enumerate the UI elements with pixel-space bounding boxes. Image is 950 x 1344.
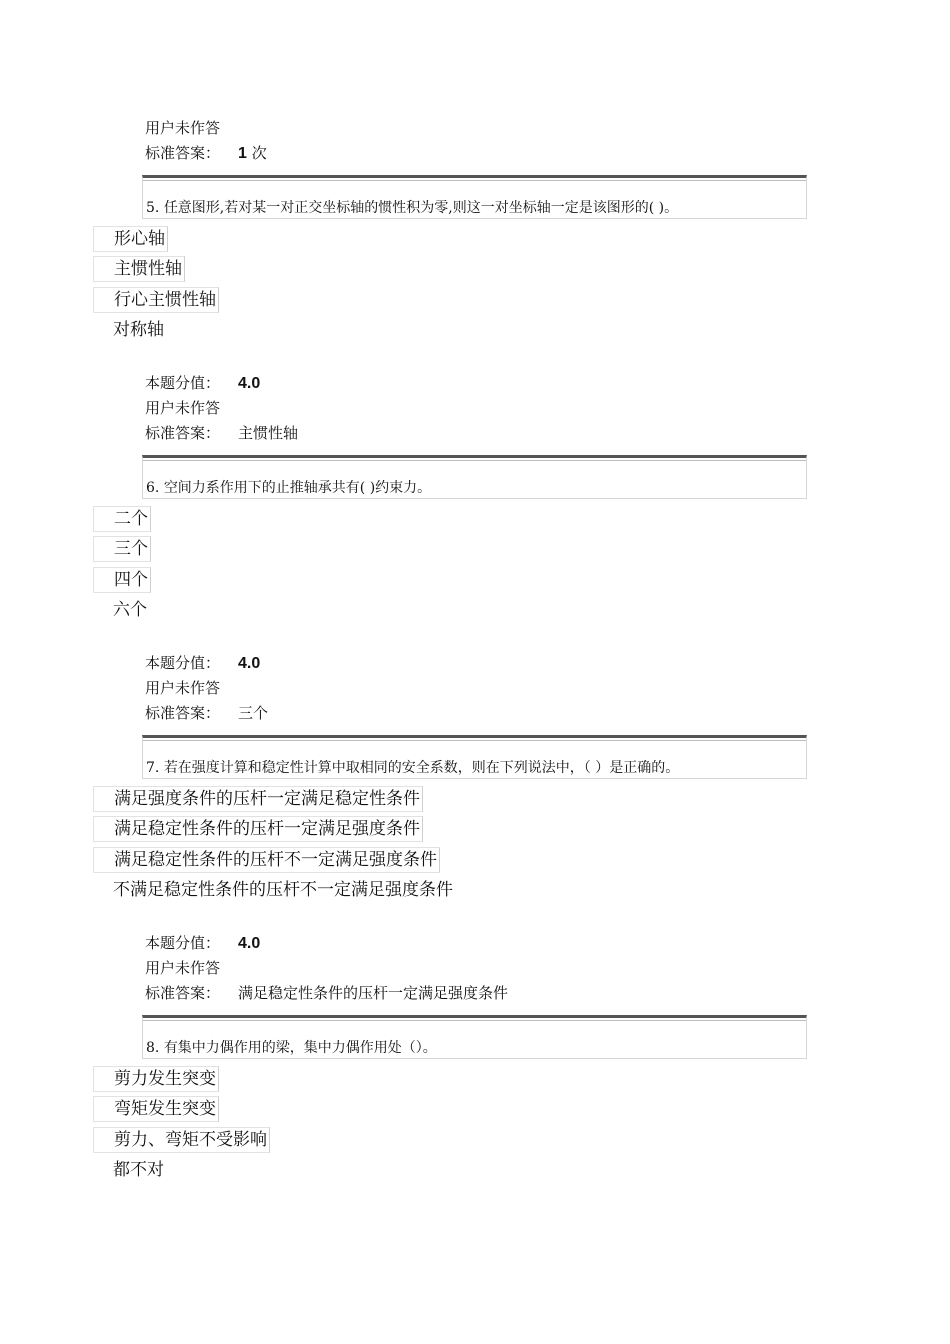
question-8-header [142,1015,807,1059]
question-5-text: 5. 任意图形,若对某一对正交坐标轴的惯性积为零,则这一对坐标轴一定是该图形的( )。 [146,200,679,216]
question-7-option-4[interactable]: 不满足稳定性条件的压杆不一定满足强度条件 [113,880,453,900]
question-5-score: 本题分值： 4.0 [145,374,261,392]
q4-standard-answer [145,143,267,164]
question-6-option-4[interactable]: 六个 [113,600,147,620]
question-7-text: 7. 若在强度计算和稳定性计算中取相同的安全系数，则在下列说法中，（ ）是正确的。 [146,760,680,776]
question-5-header [142,175,807,219]
question-8-option-2[interactable]: 弯矩发生突变 [93,1096,219,1122]
question-6-header [142,455,807,499]
question-7-standard-answer: 标准答案： 满足稳定性条件的压杆一定满足强度条件 [145,984,509,1002]
question-6-option-3[interactable]: 四个 [93,567,151,593]
question-6-score: 本题分值： 4.0 [145,654,261,672]
question-8-option-4[interactable]: 都不对 [113,1160,164,1180]
q4-user-status: 用户未作答 [145,119,221,137]
question-7-option-2[interactable]: 满足稳定性条件的压杆一定满足强度条件 [93,816,423,842]
answer-unit: 次 [251,144,267,162]
question-5-user-status: 用户未作答 [145,399,221,417]
question-5-option-1[interactable]: 形心轴 [93,226,168,252]
question-7-user-status: 用户未作答 [145,959,221,977]
question-5-option-4[interactable]: 对称轴 [113,320,164,340]
question-7-option-1[interactable]: 满足强度条件的压杆一定满足稳定性条件 [93,786,423,812]
question-6-option-2[interactable]: 三个 [93,536,151,562]
question-8-option-1[interactable]: 剪力发生突变 [93,1066,219,1092]
standard-answer-label: 标准答案： [145,144,221,162]
question-6-standard-answer: 标准答案： 三个 [145,704,269,722]
question-8-option-3[interactable]: 剪力、弯矩不受影响 [93,1127,270,1153]
question-6-user-status: 用户未作答 [145,679,221,697]
question-5-option-3[interactable]: 行心主惯性轴 [93,287,219,313]
question-5-option-2[interactable]: 主惯性轴 [93,256,185,282]
question-7-score: 本题分值： 4.0 [145,934,261,952]
question-7-header [142,735,807,779]
answer-number: 1 [238,145,247,162]
question-6-text: 6. 空间力系作用下的止推轴承共有( )约束力。 [146,480,432,496]
question-5-standard-answer: 标准答案： 主惯性轴 [145,424,299,442]
question-8-text: 8. 有集中力偶作用的梁，集中力偶作用处（）。 [146,1040,437,1056]
question-7-option-3[interactable]: 满足稳定性条件的压杆不一定满足强度条件 [93,847,440,873]
question-6-option-1[interactable]: 二个 [93,506,151,532]
